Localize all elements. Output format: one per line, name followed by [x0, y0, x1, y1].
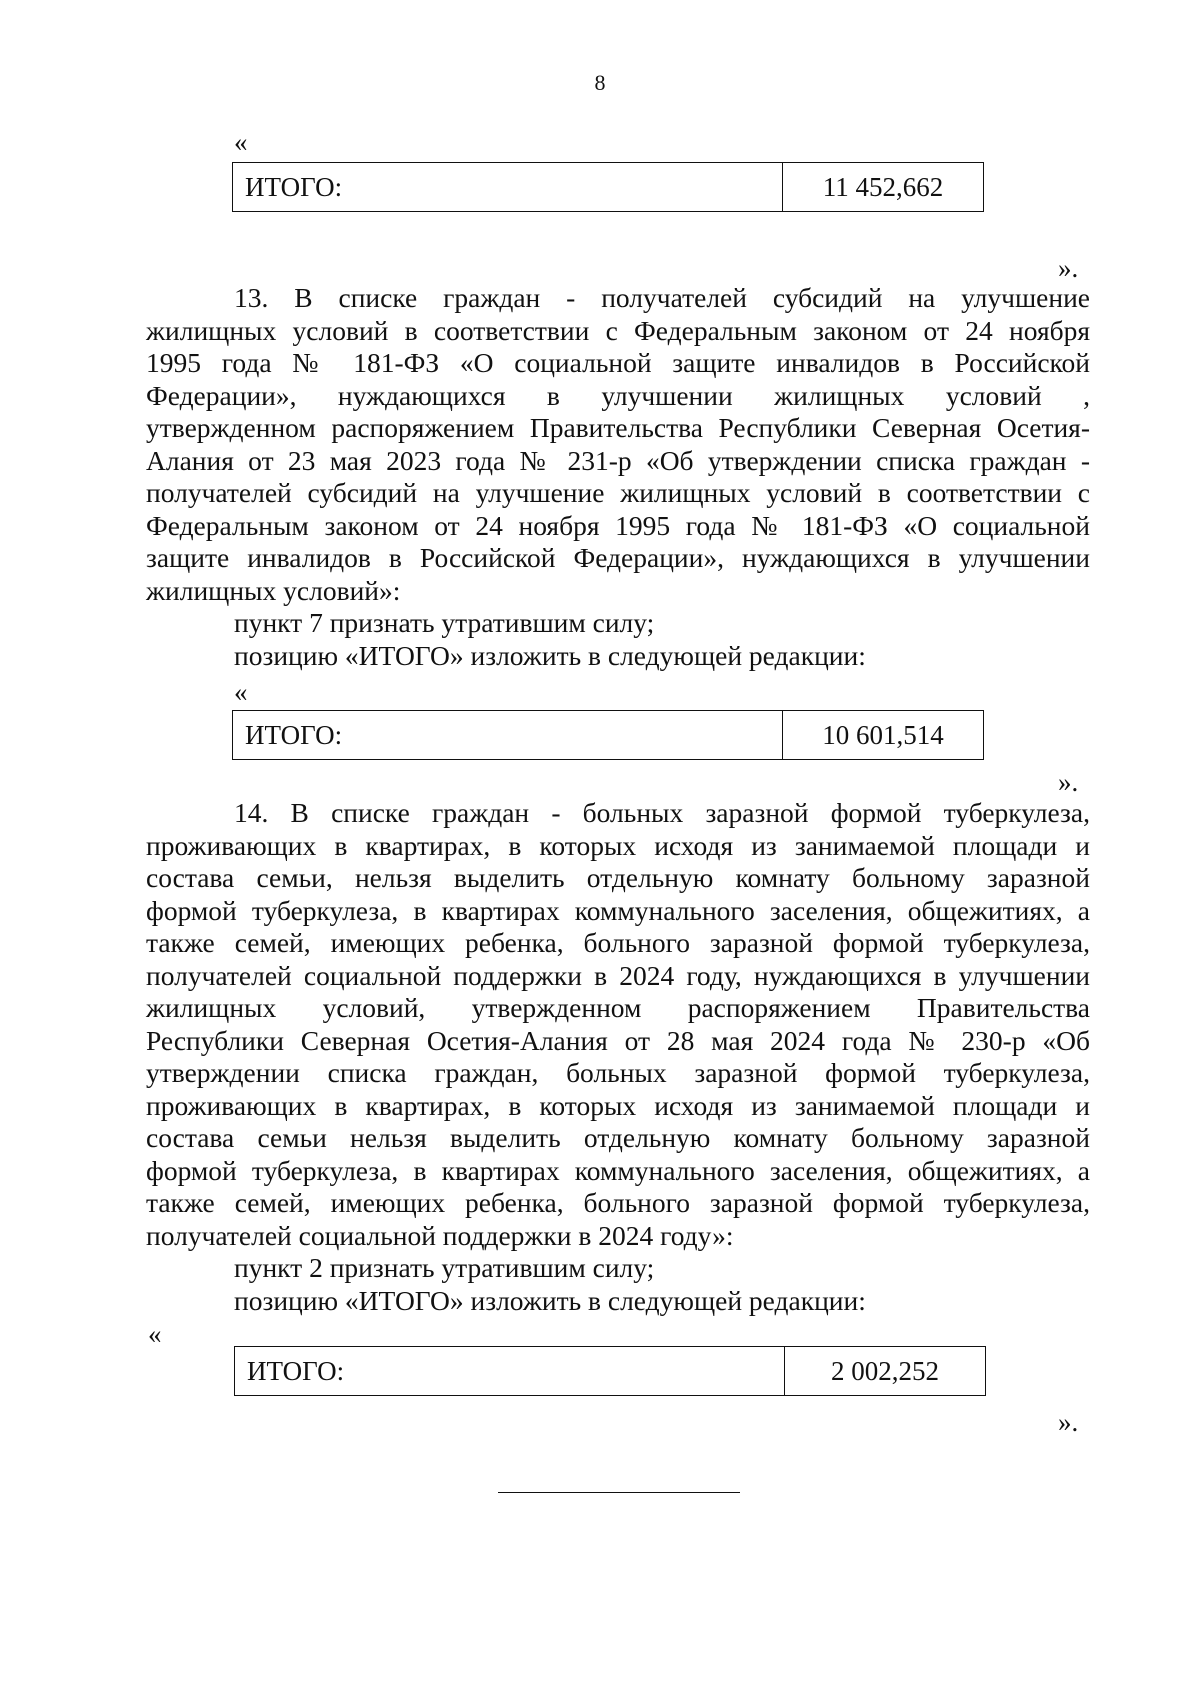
close-quote-3: ». [1058, 1407, 1079, 1437]
paragraph-line: формой туберкулеза, в квартирах коммунального заселения, общежитиях, а [146, 1154, 1090, 1186]
total-value-1: 11 452,662 [822, 171, 944, 202]
paragraph-line: позицию «ИТОГО» изложить в следующей редакции: [234, 639, 866, 671]
paragraph-line: Республики Северная Осетия-Алания от 28 мая 2024 года № 230-р «Об [146, 1024, 1090, 1056]
close-quote-1: ». [1058, 253, 1079, 283]
paragraph-line: формой туберкулеза, в квартирах коммунального заселения, общежитиях, а [146, 894, 1090, 926]
total-value-2: 10 601,514 [822, 719, 944, 750]
total-table-2 [232, 710, 984, 760]
paragraph-line: Алания от 23 мая 2023 года № 231-р «Об утверждении списка граждан - [146, 444, 1090, 476]
paragraph-line: проживающих в квартирах, в которых исходя из занимаемой площади и [146, 829, 1090, 861]
paragraph-line: проживающих в квартирах, в которых исходя из занимаемой площади и [146, 1089, 1090, 1121]
paragraph-line: утверждении списка граждан, больных заразной формой туберкулеза, [146, 1057, 1090, 1088]
section-14 [146, 797, 1090, 1317]
section-13 [146, 282, 1090, 672]
total-label-1: ИТОГО: [233, 163, 783, 211]
paragraph-line: 1995 года № 181-ФЗ «О социальной защите инвалидов в Российской [146, 347, 1090, 378]
paragraph-line: получателей субсидий на улучшение жилищных условий в соответствии с [146, 477, 1090, 508]
end-separator-line [498, 1492, 740, 1493]
paragraph-line: защите инвалидов в Российской Федерации», нуждающихся в улучшении [146, 542, 1090, 573]
paragraph-line: Федеральным законом от 24 ноября 1995 года № 181-ФЗ «О социальной [146, 509, 1090, 541]
paragraph-line: жилищных условий в соответствии с Федеральным законом от 24 ноября [146, 314, 1090, 346]
open-quote-2: « [234, 677, 248, 707]
paragraph-line: пункт 2 признать утратившим силу; [234, 1252, 655, 1283]
open-quote-1: « [234, 127, 248, 157]
paragraph-line: также семей, имеющих ребенка, больного заразной формой туберкулеза, [146, 927, 1090, 958]
paragraph-line: жилищных условий»: [146, 574, 401, 606]
total-table-3 [234, 1346, 986, 1396]
paragraph-line: позицию «ИТОГО» изложить в следующей редакции: [234, 1284, 866, 1316]
paragraph-line: жилищных условий, утвержденном распоряжением Правительства [146, 992, 1090, 1023]
page-number: 8 [594, 70, 606, 95]
total-table-1 [232, 162, 984, 212]
total-label-3: ИТОГО: [235, 1347, 785, 1395]
paragraph-line: состава семьи, нельзя выделить отдельную комнату больному заразной [146, 862, 1090, 893]
paragraph-line: утвержденном распоряжением Правительства Республики Северная Осетия- [146, 412, 1090, 443]
paragraph-line: Федерации», нуждающихся в улучшении жилищных условий , [146, 379, 1090, 411]
total-value-3: 2 002,252 [831, 1355, 939, 1386]
paragraph-line: 13. В списке граждан - получателей субсидий на улучшение [234, 282, 1090, 313]
paragraph-line: также семей, имеющих ребенка, больного заразной формой туберкулеза, [146, 1187, 1090, 1218]
close-quote-2: ». [1058, 767, 1079, 797]
paragraph-line: пункт 7 признать утратившим силу; [234, 607, 655, 638]
paragraph-line: получателей социальной поддержки в 2024 году»: [146, 1219, 734, 1251]
total-label-2: ИТОГО: [233, 711, 783, 759]
open-quote-3: « [148, 1319, 162, 1349]
paragraph-line: 14. В списке граждан - больных заразной формой туберкулеза, [234, 797, 1090, 828]
paragraph-line: состава семьи нельзя выделить отдельную комнату больному заразной [146, 1122, 1090, 1153]
paragraph-line: получателей социальной поддержки в 2024 году, нуждающихся в улучшении [146, 959, 1090, 991]
